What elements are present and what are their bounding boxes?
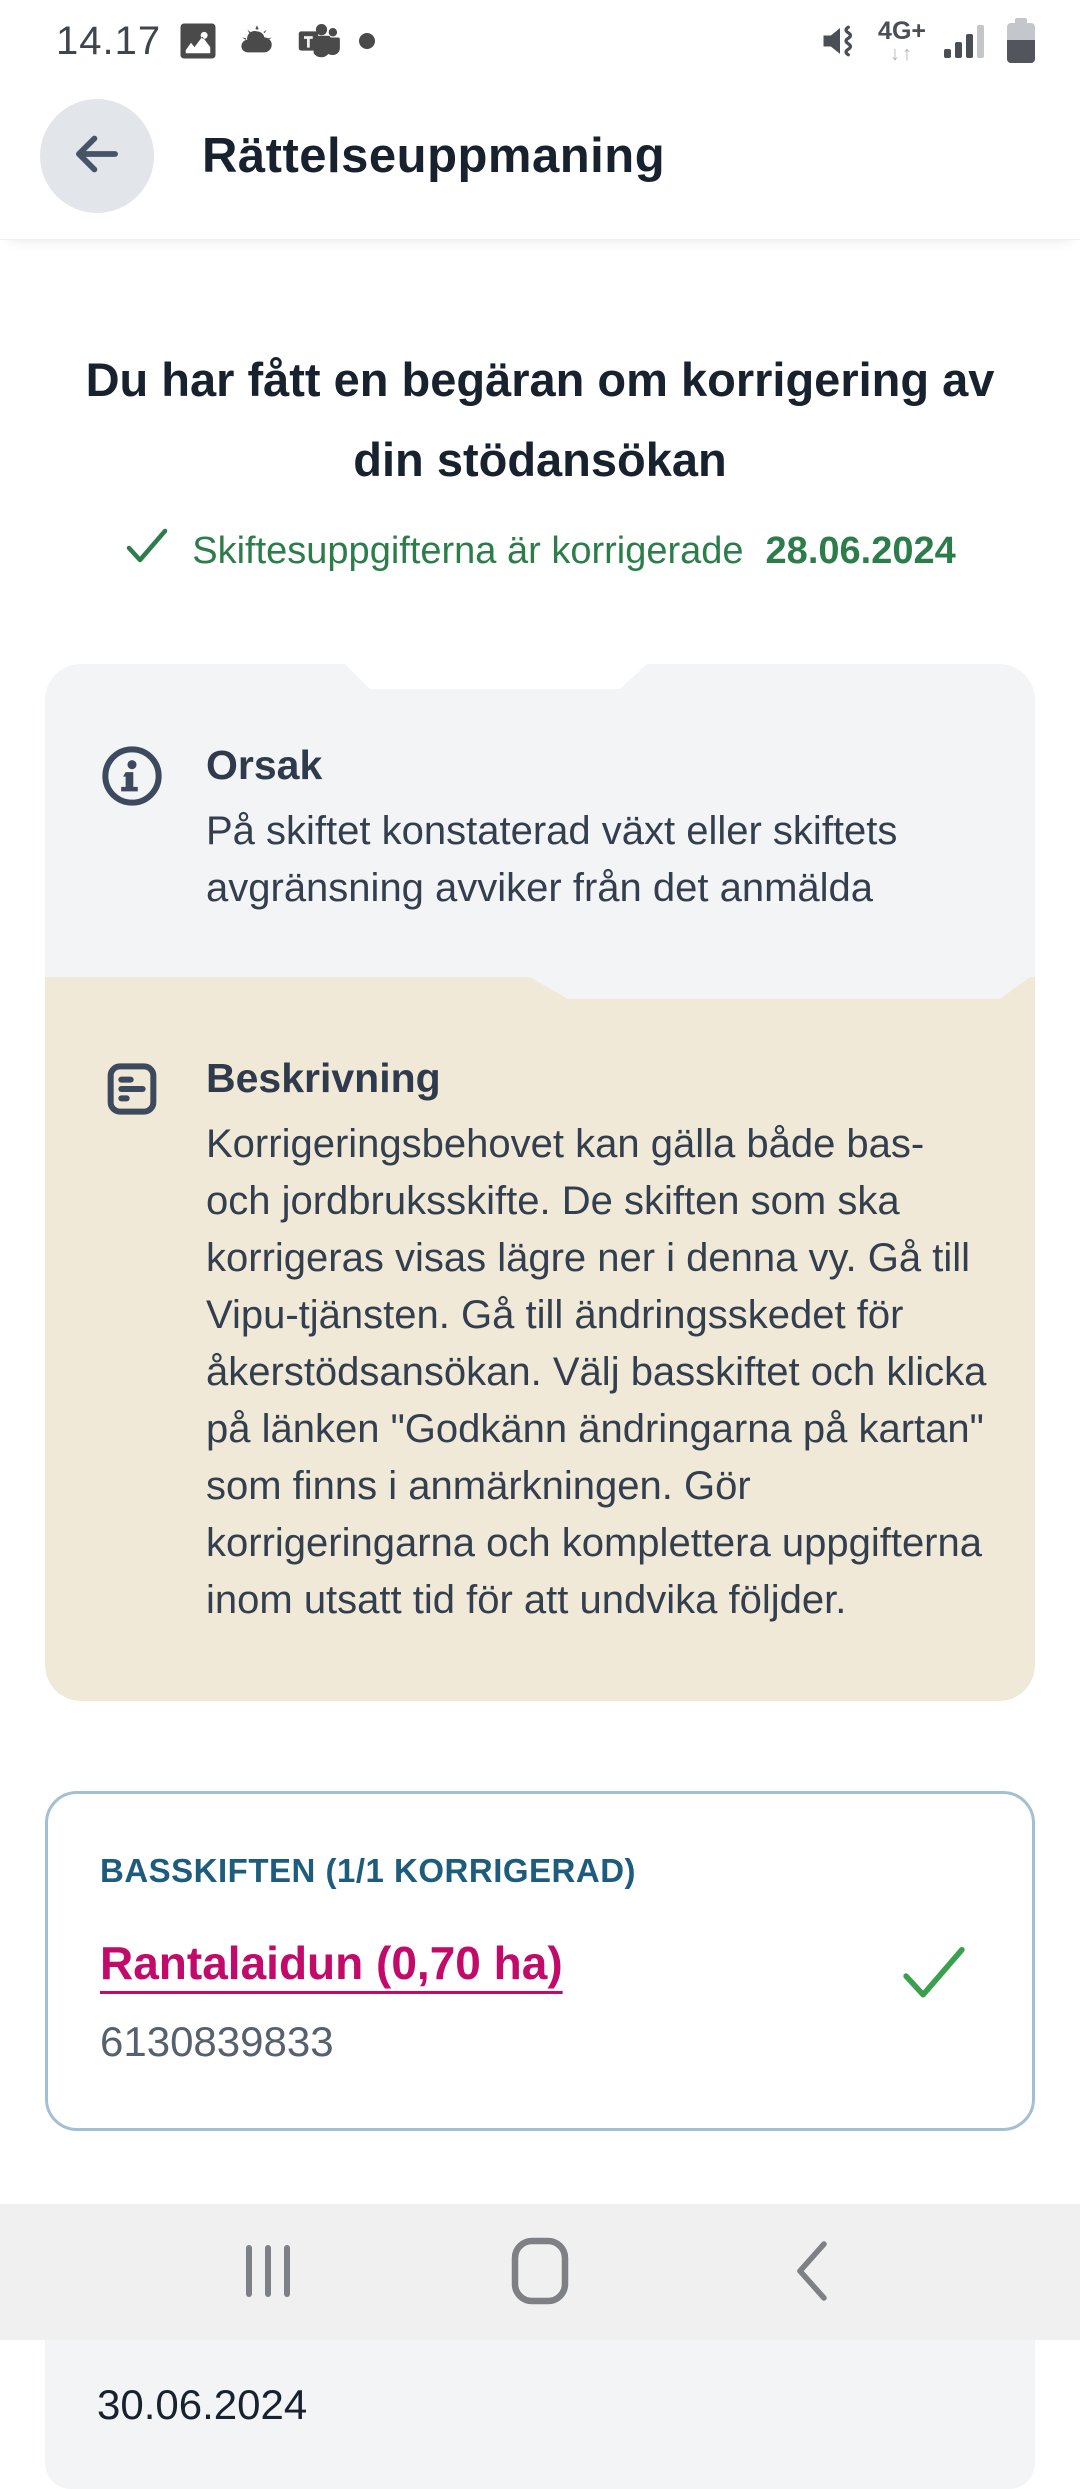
signal-icon — [942, 19, 988, 63]
back-arrow-icon — [66, 123, 128, 188]
due-date-value: 30.06.2024 — [97, 2381, 308, 2428]
description-section — [45, 977, 1035, 1701]
notice-ticket — [45, 664, 1035, 1701]
parcels-card — [45, 1791, 1035, 2131]
notification-dot — [357, 31, 377, 51]
parcels-title: BASSKIFTEN (1/1 KORRIGERAD) — [100, 1852, 637, 1889]
corrected-status-row — [45, 526, 1035, 576]
nav-back-icon — [790, 2238, 834, 2307]
ticket-notch — [345, 664, 647, 689]
android-nav-bar — [0, 2204, 1080, 2340]
info-icon — [100, 742, 166, 917]
home-icon — [508, 2236, 572, 2309]
clock: 14.17 — [56, 18, 162, 63]
recents-icon — [236, 2239, 300, 2306]
weather-icon — [235, 20, 279, 62]
description-title: Beskrivning — [206, 1055, 441, 1101]
page-title: Rättelseuppmaning — [202, 128, 666, 183]
mobile-network-indicator — [878, 16, 926, 65]
recents-button[interactable] — [218, 2222, 318, 2322]
app-header — [0, 72, 1080, 240]
network-type-label: 4G+ — [878, 16, 926, 45]
parcel-link[interactable]: Rantalaidun (0,70 ha) — [100, 1937, 563, 1989]
check-icon — [898, 1942, 970, 2009]
description-body: Korrigeringsbehovet kan gälla både bas- och jordbruksskifte. De skiften som ska korrigeras visas lägre ner i denna vy. Gå till Vipu-tjänsten. Gå till ändringsskedet för åkerstödsansökan. Välj basskiftet och klicka på länken "Godkänn ändringarna på kartan" som finns i anmärkningen. Gör korrigeringarna och komplettera uppgifterna inom utsatt tid för att undvika följder. — [206, 1122, 987, 1622]
main-content — [0, 340, 1080, 2489]
document-icon — [100, 1055, 166, 1629]
battery-icon — [1004, 16, 1038, 66]
corrected-status-text: Skiftesuppgifterna är korrigerade — [192, 529, 744, 572]
ticket-notch — [530, 977, 1030, 999]
reason-section — [45, 664, 1035, 977]
status-bar — [0, 0, 1080, 72]
mute-vibrate-icon — [818, 19, 862, 63]
back-button[interactable] — [40, 99, 154, 213]
corrected-status-date: 28.06.2024 — [765, 529, 956, 572]
home-button[interactable] — [490, 2222, 590, 2322]
teams-icon — [295, 20, 341, 62]
main-heading: Du har fått en begäran om korrigering av din stödansökan — [85, 353, 995, 486]
nav-back-button[interactable] — [762, 2222, 862, 2322]
gallery-icon — [177, 20, 219, 62]
data-arrows-icon: ↓↑ — [890, 42, 915, 65]
parcel-id: 6130839833 — [100, 2018, 334, 2065]
reason-title: Orsak — [206, 742, 323, 788]
check-icon — [124, 526, 170, 576]
reason-body: På skiftet konstaterad växt eller skiftets avgränsning avviker från det anmälda — [206, 809, 898, 910]
